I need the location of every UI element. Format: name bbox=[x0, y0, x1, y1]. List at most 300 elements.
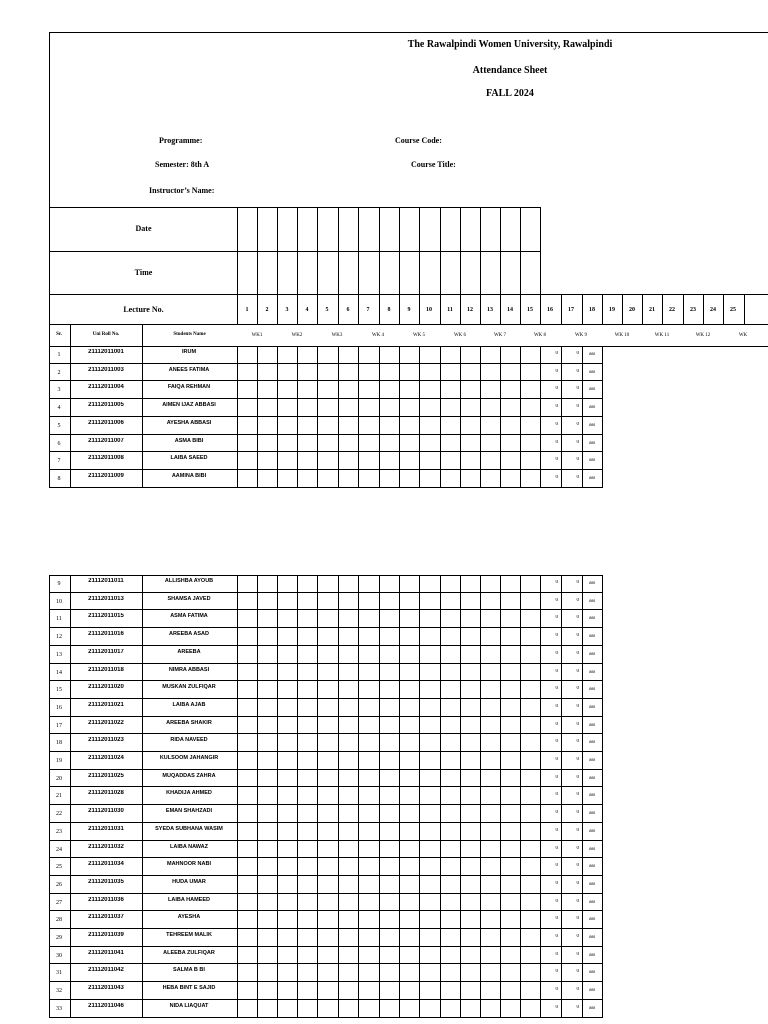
lecture-number: 13 bbox=[487, 307, 493, 313]
col-sr-header: Sr. bbox=[56, 332, 62, 337]
total-lectures: 0 bbox=[576, 916, 579, 922]
serial-number: 10 bbox=[56, 598, 62, 605]
total-present: 0 bbox=[555, 404, 558, 410]
total-lectures: 0 bbox=[576, 1004, 579, 1010]
total-lectures: 0 bbox=[576, 597, 579, 603]
serial-number: 28 bbox=[56, 917, 62, 924]
total-lectures: 0 bbox=[576, 951, 579, 957]
grid-col-line bbox=[399, 575, 400, 1018]
attendance-percent: ### bbox=[589, 368, 595, 374]
student-name: ANEES FATIMA bbox=[168, 366, 210, 373]
grid-col-line bbox=[317, 575, 318, 1018]
row-line bbox=[49, 946, 602, 947]
attendance-percent: ### bbox=[589, 845, 595, 851]
total-lectures: 0 bbox=[576, 686, 579, 692]
total-present: 0 bbox=[555, 457, 558, 463]
attendance-percent: ### bbox=[589, 703, 595, 709]
total-present: 0 bbox=[555, 845, 558, 851]
attendance-percent: ### bbox=[589, 351, 595, 356]
student-name: AREEBA SHAKIR bbox=[166, 719, 212, 726]
student-name: NIMRA ABBASI bbox=[168, 666, 210, 673]
serial-number: 21 bbox=[56, 793, 62, 800]
grid-col-line bbox=[257, 346, 258, 488]
grid-col-line bbox=[460, 346, 461, 488]
semester-label: Semester: 8th A bbox=[155, 160, 210, 169]
header-top-border bbox=[49, 32, 768, 33]
grid-col-line bbox=[338, 575, 339, 1018]
lecture-number: 4 bbox=[305, 307, 309, 313]
total-lectures: 0 bbox=[576, 827, 579, 833]
row-line bbox=[49, 487, 602, 488]
lecture-number: 25 bbox=[730, 307, 736, 313]
total-present: 0 bbox=[555, 615, 558, 621]
university-title: The Rawalpindi Women University, Rawalpindi bbox=[407, 39, 613, 50]
roll-number: 21112011018 bbox=[88, 666, 124, 673]
total-present: 0 bbox=[555, 739, 558, 745]
attendance-percent: ### bbox=[589, 474, 595, 480]
roll-number: 21112011011 bbox=[88, 578, 124, 584]
serial-number: 5 bbox=[57, 422, 61, 429]
roll-number: 21112011022 bbox=[88, 719, 124, 726]
total-lectures: 0 bbox=[576, 368, 579, 374]
total-lectures: 0 bbox=[576, 580, 579, 585]
attendance-percent: ### bbox=[589, 898, 595, 904]
week-label: WK 6 bbox=[453, 333, 467, 338]
row-line bbox=[49, 928, 602, 929]
grid-col-line bbox=[257, 575, 258, 1018]
total-present: 0 bbox=[555, 827, 558, 833]
sr-col-line bbox=[70, 324, 71, 347]
row-line bbox=[49, 645, 602, 646]
student-name: ALEEBA ZULFIQAR bbox=[163, 949, 215, 956]
grid-col-line bbox=[480, 575, 481, 1018]
student-name: SALMA B BI bbox=[173, 967, 205, 974]
roll-number: 21112011009 bbox=[88, 472, 124, 479]
attendance-percent: ### bbox=[589, 739, 595, 745]
total-present: 0 bbox=[555, 386, 558, 392]
total-present: 0 bbox=[555, 368, 558, 374]
total-present: 0 bbox=[555, 650, 558, 656]
grid-col-line bbox=[358, 346, 359, 488]
student-name: KHADIJA AHMED bbox=[166, 790, 212, 797]
roll-number: 21112011001 bbox=[88, 349, 124, 355]
total-present: 0 bbox=[555, 898, 558, 904]
roll-number: 21112011046 bbox=[88, 1002, 124, 1009]
attendance-percent: ### bbox=[589, 650, 595, 656]
grid-col-line bbox=[540, 251, 541, 295]
roll-number: 21112011023 bbox=[88, 737, 124, 744]
total-present: 0 bbox=[555, 792, 558, 798]
grid-col-line bbox=[297, 575, 298, 1018]
student-name: SYEDA SUBHANA WASIM bbox=[155, 825, 223, 832]
serial-number: 3 bbox=[57, 387, 61, 394]
lecture-label: Lecture No. bbox=[123, 305, 164, 314]
attendance-percent: ### bbox=[589, 863, 595, 869]
serial-number: 30 bbox=[56, 952, 62, 959]
lecture-number: 14 bbox=[507, 307, 513, 313]
week-label: WK 5 bbox=[412, 333, 426, 338]
row-line bbox=[49, 963, 602, 964]
week-label: WK 11 bbox=[654, 333, 670, 338]
row-line bbox=[49, 680, 602, 681]
student-name: AAMINA BIBI bbox=[171, 472, 207, 479]
total-present: 0 bbox=[555, 597, 558, 603]
grid-left-border bbox=[49, 207, 50, 347]
row-line bbox=[49, 627, 602, 628]
serial-number: 2 bbox=[57, 369, 61, 376]
roll-number: 21112011042 bbox=[88, 967, 124, 974]
total-present: 0 bbox=[555, 863, 558, 869]
total-present: 0 bbox=[555, 916, 558, 922]
grid-col-line bbox=[419, 346, 420, 488]
col-roll-header: Uni Roll No. bbox=[92, 332, 120, 337]
week-label: WK1 bbox=[251, 333, 263, 338]
student-name: HUDA UMAR bbox=[172, 878, 206, 885]
row-line bbox=[49, 663, 602, 664]
roll-number: 21112011037 bbox=[88, 914, 124, 921]
block-left-border bbox=[49, 346, 50, 488]
roll-col-line bbox=[142, 324, 143, 347]
total-present: 0 bbox=[555, 951, 558, 957]
total-lectures: 0 bbox=[576, 987, 579, 993]
student-name: AIMEN IJAZ ABBASI bbox=[162, 402, 216, 409]
roll-number: 21112011039 bbox=[88, 932, 124, 938]
week-label: WK3 bbox=[331, 333, 343, 338]
total-lectures: 0 bbox=[576, 439, 579, 445]
roll-number: 21112011024 bbox=[88, 755, 124, 761]
attendance-percent: ### bbox=[589, 916, 595, 922]
row-line bbox=[49, 434, 602, 435]
student-name: LAIBA HAMEED bbox=[168, 896, 210, 903]
lecture-number: 23 bbox=[690, 307, 696, 313]
grid-col-line bbox=[602, 575, 603, 1018]
serial-number: 16 bbox=[56, 704, 62, 711]
grid-col-line bbox=[602, 346, 603, 488]
total-lectures: 0 bbox=[576, 863, 579, 869]
grid-col-line bbox=[297, 346, 298, 488]
total-lectures: 0 bbox=[576, 474, 579, 480]
lecture-number: 2 bbox=[265, 307, 269, 313]
row-line bbox=[49, 469, 602, 470]
serial-number: 31 bbox=[56, 970, 62, 977]
total-lectures: 0 bbox=[576, 351, 579, 356]
total-lectures: 0 bbox=[576, 703, 579, 709]
serial-number: 29 bbox=[56, 935, 62, 941]
week-label: WK 9 bbox=[574, 333, 588, 338]
total-lectures: 0 bbox=[576, 615, 579, 621]
student-name: RIDA NAVEED bbox=[170, 737, 208, 744]
roll-number: 21112011031 bbox=[88, 825, 124, 832]
student-name: MUSKAN ZULFIQAR bbox=[162, 684, 216, 691]
grid-top-ext bbox=[520, 207, 540, 208]
total-present: 0 bbox=[555, 668, 558, 674]
lecture-number: 9 bbox=[407, 307, 411, 313]
grid-col-line bbox=[744, 294, 745, 325]
serial-number: 22 bbox=[56, 811, 62, 818]
grid-ext bbox=[520, 251, 540, 252]
serial-number: 9 bbox=[57, 581, 61, 587]
roll-number: 21112011032 bbox=[88, 843, 124, 850]
attendance-percent: ### bbox=[589, 757, 595, 762]
attendance-percent: ### bbox=[589, 969, 595, 975]
row-line bbox=[49, 1017, 602, 1018]
row-line bbox=[49, 769, 602, 770]
attendance-percent: ### bbox=[589, 686, 595, 692]
attendance-percent: ### bbox=[589, 880, 595, 886]
grid-col-line bbox=[440, 346, 441, 488]
header-bottom-border bbox=[49, 207, 522, 208]
week-label: WK 7 bbox=[493, 333, 507, 338]
attendance-percent: ### bbox=[589, 421, 595, 427]
student-name: KULSOOM JAHANGIR bbox=[159, 755, 219, 761]
grid-col-line bbox=[237, 575, 238, 1018]
attendance-percent: ### bbox=[589, 457, 595, 463]
roll-number: 21112011013 bbox=[88, 595, 124, 602]
total-lectures: 0 bbox=[576, 721, 579, 727]
week-label: WK2 bbox=[291, 333, 303, 338]
total-lectures: 0 bbox=[576, 386, 579, 392]
grid-col-line bbox=[520, 346, 521, 488]
roll-number: 21112011034 bbox=[88, 861, 124, 868]
lecture-number: 10 bbox=[426, 307, 432, 313]
serial-number: 14 bbox=[56, 669, 62, 676]
roll-number: 21112011043 bbox=[88, 985, 124, 992]
roll-number: 21112011015 bbox=[88, 613, 124, 620]
programme-label: Programme: bbox=[159, 136, 203, 145]
total-lectures: 0 bbox=[576, 934, 579, 939]
student-name: LAIBA AJAB bbox=[172, 701, 206, 708]
attendance-percent: ### bbox=[589, 580, 595, 585]
serial-number: 17 bbox=[56, 722, 62, 729]
total-lectures: 0 bbox=[576, 668, 579, 674]
grid-col-line bbox=[520, 575, 521, 1018]
lecture-number: 21 bbox=[649, 307, 655, 313]
attendance-percent: ### bbox=[589, 934, 595, 939]
row-line bbox=[49, 698, 602, 699]
attendance-percent: ### bbox=[589, 615, 595, 621]
roll-number: 21112011003 bbox=[88, 366, 124, 373]
total-lectures: 0 bbox=[576, 457, 579, 463]
grid-col-line bbox=[540, 346, 541, 488]
serial-number: 19 bbox=[56, 758, 62, 764]
grid-col-line bbox=[480, 346, 481, 488]
total-present: 0 bbox=[555, 774, 558, 780]
serial-number: 24 bbox=[56, 846, 62, 853]
total-present: 0 bbox=[555, 580, 558, 585]
attendance-percent: ### bbox=[589, 668, 595, 674]
total-present: 0 bbox=[555, 633, 558, 639]
time-label: Time bbox=[134, 268, 153, 277]
course-code-label: Course Code: bbox=[395, 136, 442, 145]
serial-number: 6 bbox=[57, 440, 61, 447]
grid-col-line bbox=[338, 346, 339, 488]
row-line bbox=[49, 363, 602, 364]
serial-number: 8 bbox=[57, 475, 61, 482]
total-present: 0 bbox=[555, 721, 558, 727]
roll-number: 21112011036 bbox=[88, 896, 124, 903]
serial-number: 27 bbox=[56, 899, 62, 906]
date-row-bottom bbox=[49, 251, 522, 252]
serial-number: 18 bbox=[56, 740, 62, 747]
student-name: IRUM bbox=[181, 349, 197, 355]
row-line bbox=[49, 910, 602, 911]
total-present: 0 bbox=[555, 969, 558, 975]
total-present: 0 bbox=[555, 421, 558, 427]
lecture-number: 22 bbox=[669, 307, 675, 313]
total-lectures: 0 bbox=[576, 810, 579, 816]
row-line bbox=[49, 893, 602, 894]
grid-col-line bbox=[419, 575, 420, 1018]
student-name: ASMA FATIMA bbox=[170, 613, 208, 620]
week-label: WK 4 bbox=[371, 333, 385, 338]
attendance-percent: ### bbox=[589, 951, 595, 957]
student-name: HEBA BINT E SAJID bbox=[162, 985, 216, 992]
week-label: WK bbox=[738, 333, 748, 338]
grid-col-line bbox=[317, 346, 318, 488]
row-line bbox=[49, 733, 602, 734]
total-lectures: 0 bbox=[576, 757, 579, 762]
lecture-number: 6 bbox=[346, 307, 350, 313]
course-title-label: Course Title: bbox=[411, 160, 456, 169]
lecture-number: 19 bbox=[609, 307, 615, 313]
total-lectures: 0 bbox=[576, 880, 579, 886]
roll-number: 21112011004 bbox=[88, 384, 124, 391]
total-present: 0 bbox=[555, 439, 558, 445]
serial-number: 12 bbox=[56, 634, 62, 641]
lecture-number: 18 bbox=[589, 307, 595, 313]
serial-number: 26 bbox=[56, 881, 62, 888]
student-name: FAIQA REHMAN bbox=[167, 384, 211, 391]
serial-number: 13 bbox=[56, 651, 62, 658]
total-lectures: 0 bbox=[576, 774, 579, 780]
serial-number: 33 bbox=[56, 1005, 62, 1012]
serial-number: 23 bbox=[56, 828, 62, 835]
row-line bbox=[49, 875, 602, 876]
attendance-percent: ### bbox=[589, 792, 595, 798]
grid-col-line bbox=[379, 346, 380, 488]
roll-number: 21112011008 bbox=[88, 455, 124, 462]
date-label: Date bbox=[135, 224, 152, 233]
roll-number: 21112011006 bbox=[88, 419, 124, 426]
grid-col-line bbox=[379, 575, 380, 1018]
student-name: SHAMSA JAVED bbox=[167, 595, 211, 602]
row-line bbox=[49, 716, 602, 717]
serial-number: 20 bbox=[56, 775, 62, 782]
lecture-number: 7 bbox=[366, 307, 370, 313]
total-present: 0 bbox=[555, 810, 558, 816]
row-line bbox=[49, 592, 602, 593]
student-name: NIDA LIAQUAT bbox=[169, 1002, 209, 1009]
student-name: ALLISHBA AYOUB bbox=[164, 578, 214, 584]
instructor-label: Instructor’s Name: bbox=[149, 186, 215, 195]
time-row-bottom bbox=[49, 294, 768, 295]
serial-number: 25 bbox=[56, 864, 62, 871]
attendance-percent: ### bbox=[589, 987, 595, 993]
student-name: LAIBA NAWAZ bbox=[170, 843, 208, 850]
lecture-number: 8 bbox=[387, 307, 391, 313]
total-present: 0 bbox=[555, 1004, 558, 1010]
total-lectures: 0 bbox=[576, 404, 579, 410]
roll-number: 21112011030 bbox=[88, 808, 124, 815]
total-lectures: 0 bbox=[576, 421, 579, 427]
roll-number: 21112011017 bbox=[88, 648, 124, 655]
grid-col-line bbox=[358, 575, 359, 1018]
roll-number: 21112011016 bbox=[88, 631, 124, 638]
student-name: MUQADDAS ZAHRA bbox=[162, 772, 216, 779]
total-lectures: 0 bbox=[576, 845, 579, 851]
lecture-number: 20 bbox=[629, 307, 635, 313]
student-name: MAHNOOR NABI bbox=[167, 861, 211, 868]
roll-number: 21112011007 bbox=[88, 437, 124, 444]
student-name: AREEBA bbox=[177, 648, 201, 655]
attendance-percent: ### bbox=[589, 404, 595, 410]
total-lectures: 0 bbox=[576, 739, 579, 745]
lecture-number: 16 bbox=[547, 307, 553, 313]
term-label: FALL 2024 bbox=[486, 88, 534, 99]
lecture-number: 15 bbox=[527, 307, 533, 313]
total-present: 0 bbox=[555, 703, 558, 709]
row-line bbox=[49, 416, 602, 417]
total-present: 0 bbox=[555, 757, 558, 762]
row-line bbox=[49, 804, 602, 805]
roll-number: 21112011020 bbox=[88, 684, 124, 691]
attendance-percent: ### bbox=[589, 721, 595, 727]
attendance-percent: ### bbox=[589, 1004, 595, 1010]
lecture-number: 17 bbox=[568, 307, 574, 313]
student-name: AREEBA ASAD bbox=[169, 631, 209, 638]
roll-number: 21112011041 bbox=[88, 949, 124, 956]
lecture-number: 5 bbox=[325, 307, 329, 313]
row-line bbox=[49, 451, 602, 452]
row-line bbox=[49, 398, 602, 399]
attendance-percent: ### bbox=[589, 439, 595, 445]
attendance-percent: ### bbox=[589, 774, 595, 780]
grid-col-line bbox=[500, 575, 501, 1018]
row-line bbox=[49, 751, 602, 752]
week-label: WK 10 bbox=[614, 333, 630, 338]
total-present: 0 bbox=[555, 351, 558, 356]
row-line bbox=[49, 981, 602, 982]
total-present: 0 bbox=[555, 474, 558, 480]
serial-number: 1 bbox=[57, 352, 61, 358]
roll-number: 21112011035 bbox=[88, 878, 124, 885]
lecture-number: 12 bbox=[467, 307, 473, 313]
student-name: LAIBA SAEED bbox=[170, 455, 208, 462]
total-lectures: 0 bbox=[576, 792, 579, 798]
row-line bbox=[49, 857, 602, 858]
serial-number: 32 bbox=[56, 988, 62, 995]
grid-col-line bbox=[582, 346, 583, 488]
serial-number: 15 bbox=[56, 687, 62, 694]
roll-number: 21112011028 bbox=[88, 790, 124, 797]
serial-number: 7 bbox=[57, 458, 61, 465]
student-name: AYESHA ABBASI bbox=[166, 419, 212, 426]
attendance-percent: ### bbox=[589, 633, 595, 639]
roll-number: 21112011025 bbox=[88, 772, 124, 779]
serial-number: 4 bbox=[57, 405, 61, 412]
row-line bbox=[49, 999, 602, 1000]
lecture-number: 3 bbox=[285, 307, 289, 313]
row-line bbox=[49, 786, 602, 787]
lecture-number: 11 bbox=[447, 307, 453, 313]
serial-number: 11 bbox=[56, 616, 62, 623]
week-label: WK 8 bbox=[533, 333, 547, 338]
total-present: 0 bbox=[555, 987, 558, 993]
lecture-number: 24 bbox=[710, 307, 716, 313]
lecture-row-bottom bbox=[49, 324, 768, 325]
row-line bbox=[49, 609, 602, 610]
student-name: ASMA BIBI bbox=[174, 437, 204, 444]
